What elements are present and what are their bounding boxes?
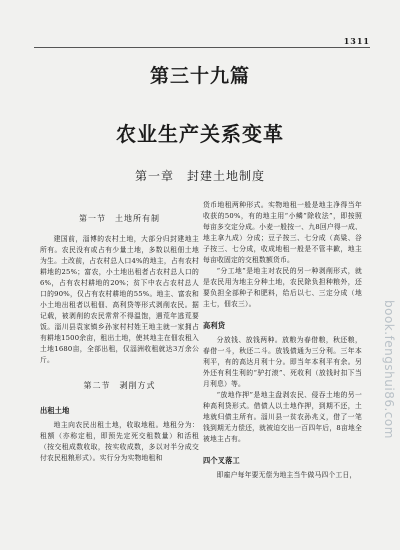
left-column [40, 207, 199, 464]
paragraph-rent-forms: 货币地租两种形式。实物地租一般是地主净得当年收获的50%，有的地主用“小鳞”除收法”，即按照每亩多交定分成。小麦一般按一、九8回户得一成、地主拿九成）分成；豆子按三、七分成（高粱、谷子按三、七分成，收成地租一般是不管丰歉，地主每亩收固定的交租数额货币。 [203, 201, 362, 264]
paragraph-land-ownership: 建国前，淄博的农村土地，大部分归封建地主所有。农民没有或占有少量土地，多数以租佃土地为生。土改前，占农村总人口4%的地主，占有农村耕地的25%；富农，小土地出租者占农村总人口的6%，占有农村耕地的20%；贫下中农占农村总人口的90%，仅占有农村耕地的55%。地主、富农和小土地出租者以租佃、高利贷等形式剥削农民。据记载，被剥削的农民常常不得温饱，遇荒年逃荒要饭。淄川县袁家镇乡孙家村村姓王地主就一家拥占有耕地1500余亩，租出土地，使其地主在佃农租入土地1680亩，全部出租，仅淄洲收租就达3万余公斤。 [40, 235, 199, 364]
chapter-title: 第一章 封建土地制度 [134, 169, 265, 183]
paragraph-sharecropping: “分工地”是地主对农民的另一种剥削形式，就是农民用为地主分种土地，农民除负担种粮外，还要负担全部种子和肥料，给后以七、三定分成（地主七，佃农三）。 [203, 267, 362, 308]
watermark [384, 300, 398, 540]
watermark-text: book.fengshui86.com [382, 300, 396, 439]
right-column [203, 200, 362, 481]
sub-heading-land-rent: 出租土地 [40, 406, 70, 415]
sub-heading-labor-service: 四个叉落工 [203, 456, 240, 465]
sub-heading-usury: 高利贷 [203, 321, 226, 330]
paragraph-land-rent: 地主向农民出租土地，收取地租。地租分为：租额（亦称定租，即预先定死交租数量）和活租（按交租成数收取，按实收成数，多以对半分成交付农民租粮形式）。实行分为实物地租和 [40, 421, 199, 462]
header-rule [34, 47, 370, 48]
paragraph-usury: 分放钱、放钱两种。放粮为春借粮，秋还粮，春借一斗，秋还二斗。放钱债通为三分利。三年本利平，有的高达月利十分。即当年本利平有余。另外还有利生利的“驴打滚”、死收利（放钱时扣下当月利息）等。 [203, 336, 362, 388]
paragraph-land-pledge: “放地作押”是地主盘剥农民、侵吞土地的另一种高利贷形式。借债人以土地作押，到期不还，土地就归债主所有。淄川县一贫农孙兆义，借了一笔钱到期无力偿还，就被迫交出一百四年后，8亩地全被地主占有。 [203, 391, 362, 443]
main-title: 农业生产关系变革 [116, 122, 284, 146]
part-title: 第三十九篇 [149, 65, 250, 87]
section-heading-exploitation: 第二节 剥削方式 [83, 381, 156, 390]
page-number: 1311 [343, 36, 370, 46]
section-heading-land-ownership: 第一节 土地所有制 [79, 214, 160, 223]
paragraph-labor-service: 即雇户每年要无偿为地主当牛做马四个工日， [216, 471, 357, 479]
